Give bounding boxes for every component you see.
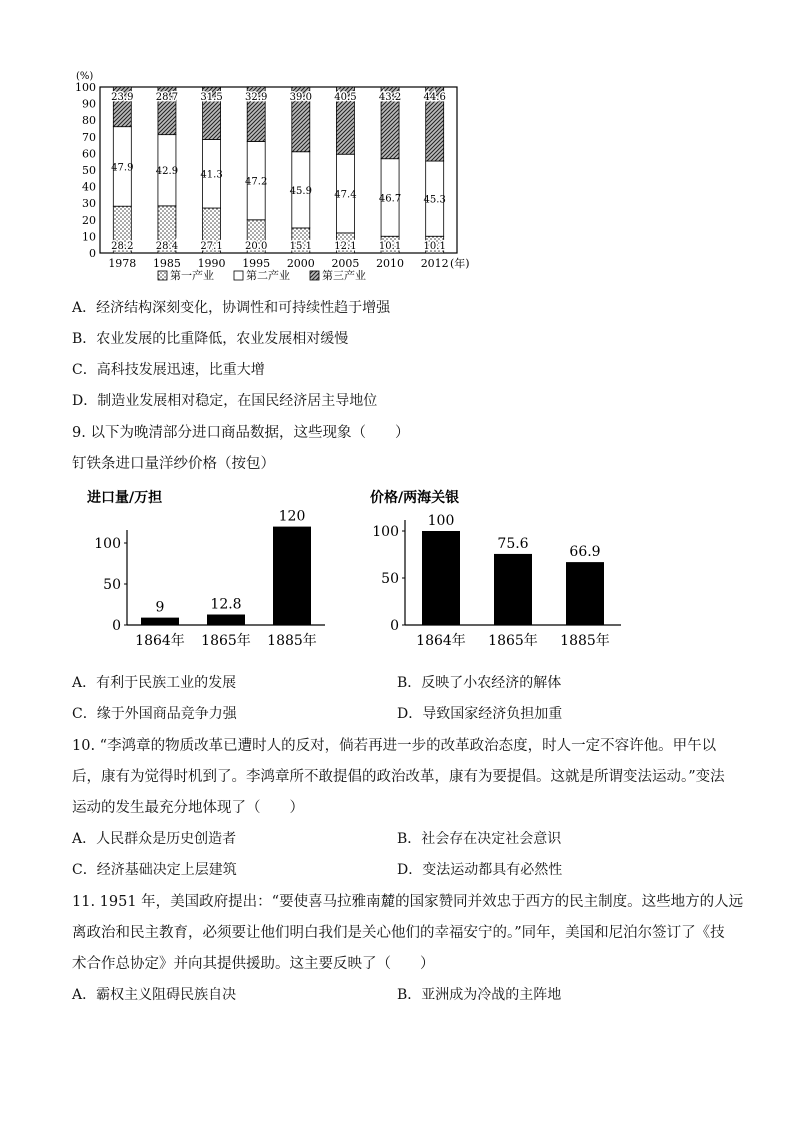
chart1-y-tick: 70 bbox=[82, 130, 96, 144]
chart1-data-label: 47.2 bbox=[245, 176, 268, 188]
q10-option-b[interactable]: B．社会存在决定社会意识 bbox=[397, 831, 562, 847]
chart1-data-label: 41.3 bbox=[200, 169, 223, 181]
q8-option-b[interactable]: B．农业发展的比重降低，农业发展相对缓慢 bbox=[72, 331, 349, 347]
chart1-data-label: 28.2 bbox=[111, 241, 134, 252]
chart2-x-tick: 1864年 bbox=[135, 633, 185, 649]
q11-line-1: 11. 1951 年，美国政府提出：“要使喜马拉雅南麓的国家赞同并效忠于西方的民主制度。这些地方的人远 bbox=[72, 894, 744, 910]
yarn-price-chart bbox=[365, 482, 635, 652]
chart2-y-tick: 50 bbox=[103, 577, 121, 593]
q10-option-c[interactable]: C．经济基础决定上层建筑 bbox=[72, 862, 237, 878]
chart1-data-label: 39.0 bbox=[289, 92, 312, 103]
chart1-unit-label: (%) bbox=[76, 71, 94, 82]
chart3-ylabel: 价格/两海关银 bbox=[370, 490, 460, 506]
chart1-y-tick: 30 bbox=[82, 197, 96, 211]
q9-subtitle: 钉铁条进口量洋纱价格（按包） bbox=[72, 456, 275, 472]
chart2-y-tick: 100 bbox=[94, 536, 121, 552]
chart1-data-label: 10.1 bbox=[423, 241, 446, 252]
q10-line-2: 后，康有为觉得时机到了。李鸿章所不敢提倡的政治改革，康有为要提倡。这就是所谓变法运动。”变法 bbox=[72, 769, 725, 785]
chart1-data-label: 42.9 bbox=[155, 166, 179, 178]
q8-option-c[interactable]: C．高科技发展迅速，比重大增 bbox=[72, 362, 265, 378]
chart1-y-tick: 100 bbox=[75, 81, 96, 94]
chart1-x-tick: 2012 bbox=[420, 257, 449, 270]
q11-line-3: 术合作总协定》并向其提供援助。这主要反映了（ ） bbox=[72, 956, 435, 972]
q10-line-3: 运动的发生最充分地体现了（ ） bbox=[72, 800, 304, 816]
chart1-data-label: 12.1 bbox=[334, 241, 357, 252]
chart2-bar bbox=[273, 527, 311, 625]
chart3-bar bbox=[422, 531, 460, 625]
chart1-y-tick: 90 bbox=[82, 97, 96, 111]
chart1-y-tick: 10 bbox=[82, 230, 96, 244]
chart1-data-label: 23.9 bbox=[111, 92, 134, 103]
chart1-y-tick: 20 bbox=[82, 213, 96, 227]
chart2-data-label: 9 bbox=[155, 599, 165, 616]
q9-stem: 9. 以下为晚清部分进口商品数据，这些现象（ ） bbox=[72, 425, 410, 441]
chart2-data-label: 120 bbox=[278, 508, 306, 525]
industry-structure-chart bbox=[70, 62, 500, 287]
chart3-data-label: 66.9 bbox=[569, 544, 601, 561]
chart1-x-tick: 1978 bbox=[108, 257, 137, 270]
chart3-bar bbox=[566, 562, 604, 625]
chart3-y-tick: 50 bbox=[381, 571, 399, 587]
chart1-data-label: 27.1 bbox=[200, 241, 223, 252]
legend-secondary-industry: 第二产业 bbox=[246, 269, 290, 282]
chart1-data-label: 15.1 bbox=[289, 241, 312, 252]
chart1-data-label: 32.9 bbox=[245, 91, 268, 103]
legend-primary-industry: 第一产业 bbox=[170, 269, 214, 282]
chart1-y-tick: 80 bbox=[82, 114, 96, 128]
chart1-x-tick: 1990 bbox=[197, 257, 226, 270]
chart3-y-tick: 100 bbox=[372, 524, 399, 540]
chart2-bar bbox=[141, 618, 179, 625]
q10-option-a[interactable]: A．人民群众是历史创造者 bbox=[72, 831, 237, 847]
chart3-x-tick: 1865年 bbox=[488, 633, 538, 649]
q8-option-a[interactable]: A．经济结构深刻变化，协调性和可持续性趋于增强 bbox=[72, 300, 391, 316]
chart1-y-tick: 40 bbox=[82, 180, 96, 194]
q8-option-d[interactable]: D．制造业发展相对稳定，在国民经济居主导地位 bbox=[72, 393, 378, 409]
chart1-y-tick: 0 bbox=[89, 247, 96, 260]
chart3-y-tick: 0 bbox=[390, 618, 399, 634]
chart1-data-label: 47.9 bbox=[111, 162, 134, 174]
q11-line-2: 离政治和民主教育，必须要让他们明白我们是关心他们的幸福安宁的。”同年，美国和尼泊尔签订了《技 bbox=[72, 925, 725, 941]
chart2-bar bbox=[207, 615, 245, 625]
chart1-data-label: 20.0 bbox=[245, 241, 268, 252]
chart1-x-tick: 2000 bbox=[286, 257, 315, 270]
q11-option-a[interactable]: A．霸权主义阻碍民族自决 bbox=[72, 987, 237, 1003]
chart1-data-label: 28.7 bbox=[155, 92, 179, 103]
chart3-x-tick: 1864年 bbox=[416, 633, 466, 649]
q10-line-1: 10. “李鸿章的物质改革已遭时人的反对，倘若再进一步的改革政治态度，时人一定不容许他。甲午以 bbox=[72, 738, 717, 754]
chart1-legend bbox=[158, 268, 366, 282]
chart1-data-label: 43.2 bbox=[378, 92, 402, 103]
chart1-x-suffix: (年) bbox=[450, 257, 470, 270]
chart1-y-tick: 50 bbox=[82, 164, 96, 177]
chart1-data-label: 45.9 bbox=[289, 185, 312, 197]
chart1-x-tick: 2005 bbox=[331, 257, 360, 270]
q9-option-d[interactable]: D．导致国家经济负担加重 bbox=[397, 706, 563, 722]
import-volume-chart bbox=[75, 482, 335, 652]
chart2-y-tick: 0 bbox=[112, 618, 121, 634]
chart3-bar bbox=[494, 554, 532, 625]
chart2-x-tick: 1865年 bbox=[201, 633, 251, 649]
q9-option-c[interactable]: C．缘于外国商品竞争力强 bbox=[72, 706, 237, 722]
q9-option-a[interactable]: A．有利于民族工业的发展 bbox=[72, 675, 237, 691]
chart3-data-label: 75.6 bbox=[497, 535, 529, 552]
chart3-x-tick: 1885年 bbox=[560, 633, 610, 649]
chart2-ylabel: 进口量/万担 bbox=[87, 490, 163, 506]
chart1-y-tick: 60 bbox=[82, 147, 96, 161]
chart1-data-label: 28.4 bbox=[155, 241, 179, 252]
chart3-data-label: 100 bbox=[427, 513, 455, 529]
chart1-data-label: 31.5 bbox=[200, 92, 223, 104]
chart1-x-tick: 1985 bbox=[152, 257, 181, 270]
q11-option-b[interactable]: B．亚洲成为冷战的主阵地 bbox=[397, 987, 562, 1003]
legend-tertiary-industry: 第三产业 bbox=[322, 269, 366, 282]
chart1-data-label: 10.1 bbox=[378, 241, 402, 252]
chart1-data-label: 40.5 bbox=[334, 92, 357, 103]
chart1-x-tick: 2010 bbox=[376, 257, 405, 270]
q9-option-b[interactable]: B．反映了小农经济的解体 bbox=[397, 675, 562, 691]
chart1-data-label: 47.4 bbox=[334, 189, 357, 201]
chart1-data-label: 44.6 bbox=[423, 92, 446, 103]
q10-option-d[interactable]: D．变法运动都具有必然性 bbox=[397, 862, 563, 878]
chart1-x-tick: 1995 bbox=[242, 257, 271, 270]
chart1-data-label: 46.7 bbox=[378, 193, 402, 205]
chart1-data-label: 45.3 bbox=[423, 194, 446, 206]
chart2-x-tick: 1885年 bbox=[267, 633, 317, 649]
chart2-data-label: 12.8 bbox=[210, 596, 242, 613]
